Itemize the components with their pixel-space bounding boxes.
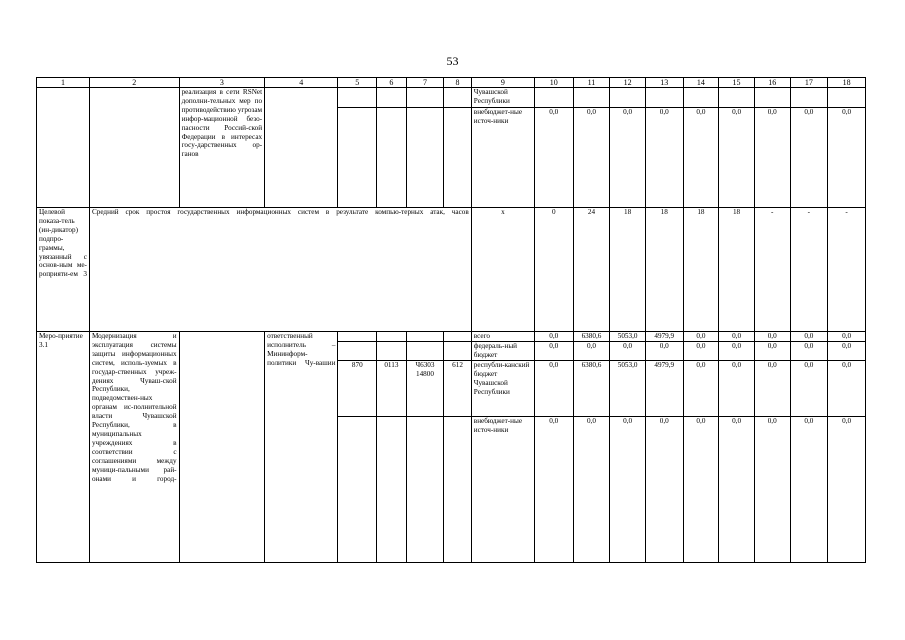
continued-event-text: реализация в сети RSNet дополни-тельных мер по противодействию угрозам инфор-мационной безо-пасности Россий-ской Федерации в интересах госу-дарственных ор-ганов [179,88,265,208]
value-cell: 0,0 [610,108,646,208]
value-cell: 0,0 [573,416,610,562]
indicator-value: - [828,208,866,332]
value-cell: 0,0 [573,342,610,361]
value-cell: 0,0 [683,342,719,361]
value-cell: 0,0 [719,342,755,361]
value-cell: 0,0 [790,108,828,208]
header-cell: 3 [179,78,265,88]
table-cell [338,332,377,342]
table-cell [377,88,407,108]
table-cell [338,88,377,108]
header-cell: 2 [89,78,179,88]
funding-source: федераль-ный бюджет [471,342,534,361]
table-cell [790,88,828,108]
table-cell [444,416,471,562]
header-row [37,78,866,88]
indicator-row [37,208,866,332]
table-cell [534,88,573,108]
indicator-value: - [754,208,790,332]
indicator-text: Средний срок простоя государственных информационных систем в результате компью-терных атак, часов [89,208,471,332]
header-cell: 15 [719,78,755,88]
header-cell: 1 [37,78,90,88]
value-cell: 0,0 [534,416,573,562]
value-cell: 0,0 [828,332,866,342]
header-cell: 13 [645,78,683,88]
indicator-value: - [790,208,828,332]
value-cell: 0,0 [754,332,790,342]
table-cell [610,88,646,108]
value-cell: 0,0 [534,342,573,361]
table-cell [179,332,265,563]
header-cell: 16 [754,78,790,88]
header-cell: 8 [444,78,471,88]
value-cell: 0,0 [790,342,828,361]
table-cell [37,88,90,208]
page-number: 53 [446,54,459,68]
table-cell [444,332,471,342]
funding-source: внебюджет-ные источ-ники [471,416,534,562]
header-cell: 5 [338,78,377,88]
table-cell [573,88,610,108]
table-cell [406,108,444,208]
table-cell [406,416,444,562]
value-cell: 0,0 [645,342,683,361]
value-cell: 0,0 [790,332,828,342]
value-cell: 4979,9 [645,360,683,416]
table-cell [377,332,407,342]
value-cell: 0,0 [645,416,683,562]
table-row [37,88,866,108]
value-cell: 0,0 [719,360,755,416]
header-cell: 4 [265,78,338,88]
table-cell [406,332,444,342]
value-cell: 0,0 [610,416,646,562]
funding-source: Чувашской Республики [471,88,534,108]
indicator-label: Целевой показа-тель (ин-дикатор) подпро-граммы, увязанный с основ-ным ме-роприяти-ем 3 [37,208,90,332]
value-cell: 0,0 [683,416,719,562]
header-cell: 12 [610,78,646,88]
value-cell: 0,0 [719,416,755,562]
value-cell: 0,0 [754,108,790,208]
value-cell: 0,0 [828,360,866,416]
table-cell [719,88,755,108]
value-cell: 0,0 [534,332,573,342]
table-cell [406,342,444,361]
table-cell [265,88,338,208]
table-cell [444,108,471,208]
expense-type-code: 612 [444,360,471,416]
value-cell: 0,0 [828,416,866,562]
value-cell: 0,0 [828,108,866,208]
indicator-value: 24 [573,208,610,332]
value-cell: 0,0 [719,332,755,342]
header-cell: 11 [573,78,610,88]
table-cell [377,108,407,208]
indicator-value: 0 [534,208,573,332]
section-code: 0113 [377,360,407,416]
indicator-value: 18 [719,208,755,332]
value-cell: 6380,6 [573,332,610,342]
table-row [37,332,866,342]
value-cell: 6380,6 [573,360,610,416]
table-cell [338,342,377,361]
program-table [36,77,866,563]
header-cell: 9 [471,78,534,88]
value-cell: 0,0 [573,108,610,208]
value-cell: 0,0 [683,360,719,416]
value-cell: 0,0 [754,342,790,361]
header-cell: 18 [828,78,866,88]
event-executor: ответственный исполнитель – Мининформ-политики Чу-вашии [265,332,338,563]
table-cell [444,88,471,108]
table-cell [406,88,444,108]
grbs-code: 870 [338,360,377,416]
value-cell: 0,0 [534,360,573,416]
indicator-value: 18 [683,208,719,332]
funding-source: внебюджет-ные источ-ники [471,108,534,208]
header-cell: 6 [377,78,407,88]
value-cell: 0,0 [610,342,646,361]
table-cell [683,88,719,108]
value-cell: 0,0 [534,108,573,208]
table-cell [645,88,683,108]
table-cell [828,88,866,108]
value-cell: 0,0 [790,416,828,562]
target-article-code: Ч6303 14800 [406,360,444,416]
value-cell: 4979,9 [645,332,683,342]
table-cell [89,88,179,208]
value-cell: 0,0 [719,108,755,208]
value-cell: 0,0 [683,108,719,208]
funding-source: республи-канский бюджет Чувашской Республики [471,360,534,416]
value-cell: 0,0 [645,108,683,208]
value-cell: 0,0 [754,360,790,416]
table-cell [754,88,790,108]
header-cell: 10 [534,78,573,88]
value-cell: 0,0 [790,360,828,416]
table-cell [377,416,407,562]
event-label: Меро-приятие 3.1 [37,332,90,563]
header-cell: 17 [790,78,828,88]
funding-source: всего [471,332,534,342]
event-name: Модернизация и эксплуатация системы защиты информационных систем, исполь-зуемых в государ-ственных учреж-дениях Чуваш-ской Республики, подведомствен-ных органам ис-полнительной власти Чувашской Республики, в муниципальных учреждениях в соответствии с соглашениями между муници-пальными рай-онами и город- [89,332,179,563]
value-cell: 5053,0 [610,360,646,416]
indicator-unit-cell: х [471,208,534,332]
value-cell: 0,0 [828,342,866,361]
value-cell: 0,0 [683,332,719,342]
indicator-value: 18 [645,208,683,332]
table-cell [444,342,471,361]
indicator-value: 18 [610,208,646,332]
value-cell: 5053,0 [610,332,646,342]
table-cell [338,416,377,562]
value-cell: 0,0 [754,416,790,562]
table-cell [338,108,377,208]
table-cell [377,342,407,361]
header-cell: 14 [683,78,719,88]
header-cell: 7 [406,78,444,88]
